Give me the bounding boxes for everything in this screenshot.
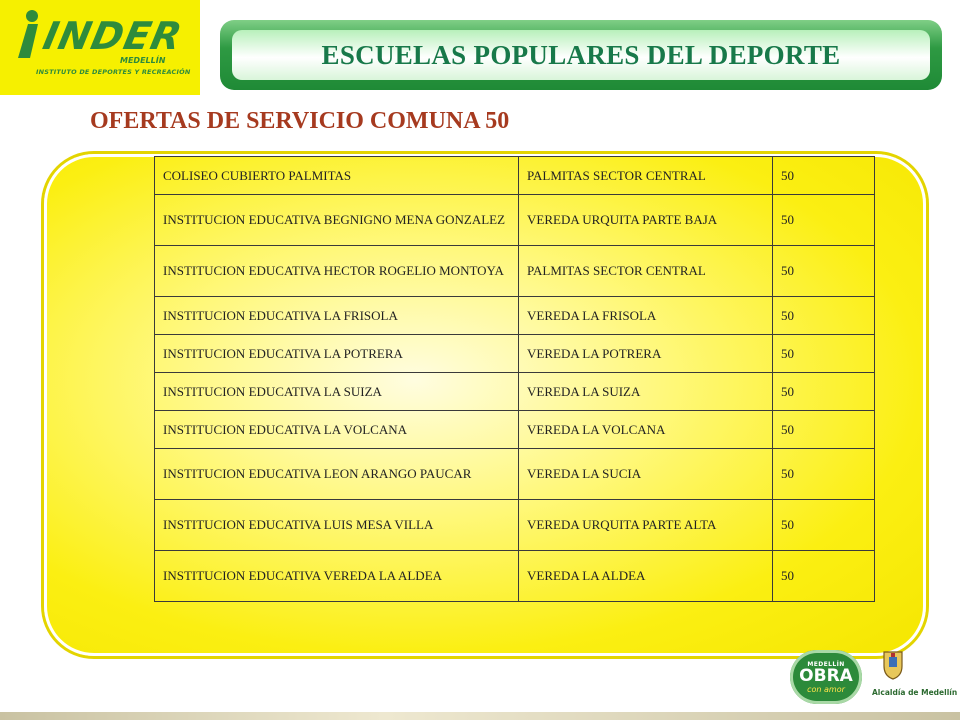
table-row bbox=[155, 297, 875, 335]
venue-cell: INSTITUCION EDUCATIVA LA SUIZA bbox=[155, 373, 519, 411]
location-cell: VEREDA LA VOLCANA bbox=[519, 411, 773, 449]
venue-cell: INSTITUCION EDUCATIVA VEREDA LA ALDEA bbox=[155, 551, 519, 602]
table-row bbox=[155, 500, 875, 551]
venue-cell: INSTITUCION EDUCATIVA LA VOLCANA bbox=[155, 411, 519, 449]
title-banner-inner bbox=[232, 30, 930, 80]
footer-logos bbox=[786, 648, 960, 710]
location-cell: VEREDA LA SUCIA bbox=[519, 449, 773, 500]
venue-cell: INSTITUCION EDUCATIVA LA FRISOLA bbox=[155, 297, 519, 335]
logo-city: MEDELLÍN bbox=[120, 56, 166, 65]
comuna-cell: 50 bbox=[773, 373, 875, 411]
comuna-cell: 50 bbox=[773, 335, 875, 373]
obra-main: OBRA bbox=[799, 665, 853, 686]
comuna-cell: 50 bbox=[773, 246, 875, 297]
location-cell: VEREDA LA SUIZA bbox=[519, 373, 773, 411]
table-row bbox=[155, 157, 875, 195]
page-title: ESCUELAS POPULARES DEL DEPORTE bbox=[321, 39, 841, 70]
venue-cell: INSTITUCION EDUCATIVA HECTOR ROGELIO MONTOYA bbox=[155, 246, 519, 297]
bottom-strip bbox=[0, 712, 960, 720]
table-row bbox=[155, 246, 875, 297]
section-subtitle: OFERTAS DE SERVICIO COMUNA 50 bbox=[90, 108, 510, 134]
comuna-cell: 50 bbox=[773, 449, 875, 500]
logo-subtitle: INSTITUTO DE DEPORTES Y RECREACIÓN bbox=[36, 68, 191, 76]
table-row bbox=[155, 551, 875, 602]
location-cell: PALMITAS SECTOR CENTRAL bbox=[519, 246, 773, 297]
location-cell: VEREDA URQUITA PARTE ALTA bbox=[519, 500, 773, 551]
table-row bbox=[155, 411, 875, 449]
table-row bbox=[155, 373, 875, 411]
venue-cell: INSTITUCION EDUCATIVA LEON ARANGO PAUCAR bbox=[155, 449, 519, 500]
comuna-cell: 50 bbox=[773, 500, 875, 551]
obra-tagline: con amor bbox=[807, 684, 845, 694]
obra-city: MEDELLÍN bbox=[807, 660, 845, 668]
table-row bbox=[155, 195, 875, 246]
comuna-cell: 50 bbox=[773, 297, 875, 335]
service-offers-table bbox=[154, 156, 875, 602]
venue-cell: INSTITUCION EDUCATIVA LA POTRERA bbox=[155, 335, 519, 373]
venue-cell: INSTITUCION EDUCATIVA BEGNIGNO MENA GONZALEZ bbox=[155, 195, 519, 246]
medellin-obra-logo bbox=[790, 650, 862, 704]
coat-of-arms-icon bbox=[882, 650, 904, 680]
comuna-cell: 50 bbox=[773, 551, 875, 602]
table-row bbox=[155, 335, 875, 373]
comuna-cell: 50 bbox=[773, 195, 875, 246]
comuna-cell: 50 bbox=[773, 411, 875, 449]
title-banner bbox=[220, 20, 942, 90]
table-row bbox=[155, 449, 875, 500]
inder-logo bbox=[0, 0, 200, 95]
logo-brand: INDER bbox=[39, 14, 187, 58]
location-cell: PALMITAS SECTOR CENTRAL bbox=[519, 157, 773, 195]
venue-cell: INSTITUCION EDUCATIVA LUIS MESA VILLA bbox=[155, 500, 519, 551]
alcaldia-label: Alcaldía de Medellín bbox=[872, 688, 958, 697]
location-cell: VEREDA LA POTRERA bbox=[519, 335, 773, 373]
location-cell: VEREDA LA ALDEA bbox=[519, 551, 773, 602]
venue-cell: COLISEO CUBIERTO PALMITAS bbox=[155, 157, 519, 195]
location-cell: VEREDA URQUITA PARTE BAJA bbox=[519, 195, 773, 246]
comuna-cell: 50 bbox=[773, 157, 875, 195]
location-cell: VEREDA LA FRISOLA bbox=[519, 297, 773, 335]
